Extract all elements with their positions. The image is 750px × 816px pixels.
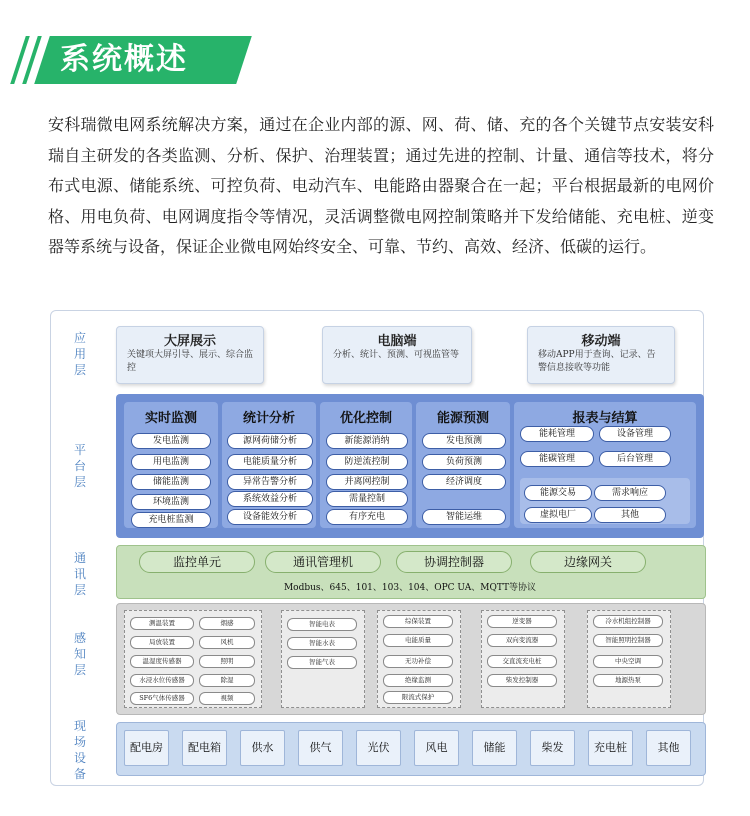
sense-item: 绝缘监测 [383, 674, 453, 687]
app-desc: 移动APP用于查询、记录、告警信息接收等功能 [538, 350, 656, 373]
platform-stats-item: 源网荷储分析 [227, 433, 313, 449]
sense-item: 智能气表 [287, 656, 357, 669]
sense-item: 逆变器 [487, 615, 557, 628]
layer-label-platform: 平台层 [73, 443, 86, 489]
platform-control-item: 需量控制 [326, 491, 408, 507]
platform-control-item: 防逆流控制 [326, 454, 408, 470]
sense-item: 地源热泵 [593, 674, 663, 687]
platform-forecast-title: 能源预测 [436, 411, 489, 426]
sense-item: 交直流充电桩 [487, 655, 557, 668]
field-item: 其他 [646, 730, 691, 766]
platform-report-item: 虚拟电厂 [524, 507, 592, 523]
platform-monitor-item: 发电监测 [131, 433, 211, 449]
layer-label-sense: 感知层 [73, 631, 86, 677]
comm-item: 监控单元 [139, 551, 255, 573]
field-item: 供水 [240, 730, 285, 766]
sense-item: 限流式保护 [383, 691, 453, 704]
field-item: 充电桩 [588, 730, 633, 766]
field-item: 配电房 [124, 730, 169, 766]
field-item: 供气 [298, 730, 343, 766]
layer-label-field: 现场设备 [73, 719, 86, 781]
sense-item: 中央空调 [593, 655, 663, 668]
sense-item: 电能质量 [383, 634, 453, 647]
sense-item: 综保装置 [383, 615, 453, 628]
platform-stats-item: 设备能效分析 [227, 509, 313, 525]
platform-control-item: 有序充电 [326, 509, 408, 525]
sense-item: 烟感 [199, 617, 255, 630]
platform-report-item: 需求响应 [594, 485, 666, 501]
platform-stats-item: 异常告警分析 [227, 474, 313, 490]
platform-report-item: 其他 [594, 507, 666, 523]
platform-forecast-item: 负荷预测 [422, 454, 506, 470]
sense-item: 除湿 [199, 674, 255, 687]
app-pc [322, 326, 472, 384]
field-item: 柴发 [530, 730, 575, 766]
platform-monitor-title: 实时监测 [144, 411, 197, 426]
platform-control-title: 优化控制 [339, 411, 392, 426]
sense-item: 温湿度传感器 [130, 655, 194, 668]
sense-item: 无功补偿 [383, 655, 453, 668]
app-desc: 分析、统计、预测、可视监管等 [333, 350, 460, 360]
sense-item: 双向变流器 [487, 634, 557, 647]
app-title: 大屏展示 [163, 334, 216, 349]
app-title: 电脑端 [377, 334, 417, 349]
field-item: 配电箱 [182, 730, 227, 766]
platform-control-item: 新能源消纳 [326, 433, 408, 449]
platform-report-item: 能耗管理 [520, 426, 594, 442]
platform-monitor-item: 用电监测 [131, 454, 211, 470]
platform-forecast-item: 智能运维 [422, 509, 506, 525]
platform-report-item: 能源交易 [524, 485, 592, 501]
platform-stats-item: 电能质量分析 [227, 454, 313, 470]
platform-monitor-item: 环境监测 [131, 494, 211, 510]
comm-item: 协调控制器 [396, 551, 512, 573]
layer-label-comm: 通讯层 [73, 551, 86, 597]
sense-item: 局放装置 [130, 636, 194, 649]
sense-item: 視频 [199, 692, 255, 705]
field-item: 储能 [472, 730, 517, 766]
sense-item: 照明 [199, 655, 255, 668]
sense-item: 智能电表 [287, 618, 357, 631]
platform-report-title: 报表与结算 [572, 411, 638, 426]
platform-monitor-item: 充电桩监测 [131, 512, 211, 528]
comm-item: 边缘网关 [530, 551, 646, 573]
sense-item: 测温装置 [130, 617, 194, 630]
sense-item: 风机 [199, 636, 255, 649]
sense-item: 水浸水位传感器 [130, 674, 194, 687]
field-item: 风电 [414, 730, 459, 766]
app-title: 移动端 [581, 334, 621, 349]
layer-label-app: 应用层 [73, 331, 86, 377]
platform-forecast-item: 发电预测 [422, 433, 506, 449]
app-desc: 关键项大屏引导、展示、综合监控 [127, 350, 254, 373]
platform-report-item: 能碳管理 [520, 451, 594, 467]
app-mobile [527, 326, 675, 384]
platform-stats-title: 统计分析 [242, 411, 295, 426]
platform-report-item: 后台管理 [599, 451, 671, 467]
platform-stats-item: 系统效益分析 [227, 491, 313, 507]
platform-control-item: 并离网控制 [326, 474, 408, 490]
sense-item: 智能照明控制器 [593, 634, 663, 647]
comm-item: 通讯管理机 [265, 551, 381, 573]
platform-monitor-item: 储能监测 [131, 474, 211, 490]
sense-item: 柴发控制器 [487, 674, 557, 687]
comm-protocols: Modbus、645、101、103、104、OPC UA、MQTT等协议 [283, 583, 537, 593]
sense-item: 冷水机组控制器 [593, 615, 663, 628]
sense-item: 智能水表 [287, 637, 357, 650]
platform-forecast-item: 经济调度 [422, 474, 506, 490]
intro-paragraph: 安科瑞微电网系统解决方案，通过在企业内部的源、网、荷、储、充的各个关键节点安装安科瑞自主研发的各类监测、分析、保护、治理装置；通过先进的控制、计量、通信等技术，将分布式电源、储能系统、可控负荷、电动汽车、电能路由器聚合在一起；平台根据最新的电网价格、用电负荷、电网调度指令等情况，灵活调整微电网控制策略并下发给储能、充电桩、逆变器等系统与设备，保证企业微电网始终安全、可靠、节约、高效、经济、低碳的运行。 [48, 115, 714, 256]
sense-item: SF6气体传感器 [130, 692, 194, 705]
platform-report-item: 设备管理 [599, 426, 671, 442]
field-item: 光伏 [356, 730, 401, 766]
app-big-screen [116, 326, 264, 384]
page-title: 系统概述 [60, 42, 188, 77]
